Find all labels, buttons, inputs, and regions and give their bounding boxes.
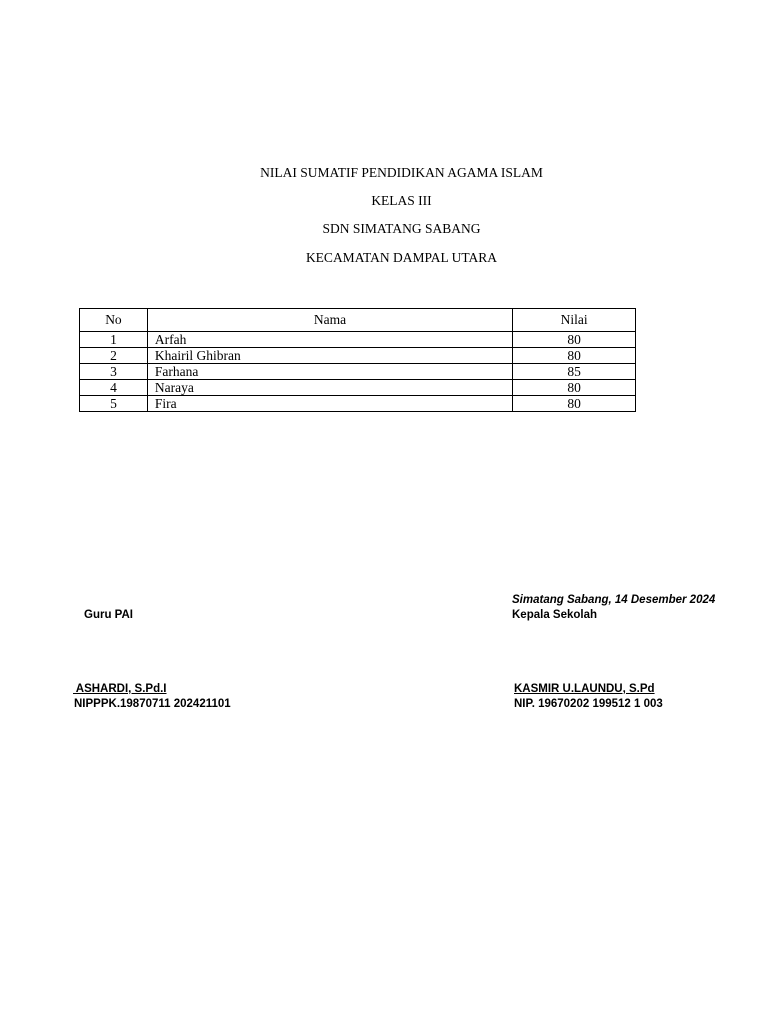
document-title: NILAI SUMATIF PENDIDIKAN AGAMA ISLAM: [260, 165, 543, 180]
table-row: [80, 380, 636, 396]
column-header-nama: Nama: [147, 309, 512, 332]
row-nilai: 85: [513, 364, 636, 380]
table-row: [80, 348, 636, 364]
school-name: SDN SIMATANG SABANG: [322, 221, 481, 236]
row-nilai: 80: [513, 332, 636, 348]
row-no: 3: [80, 364, 148, 380]
row-nama: Khairil Ghibran: [147, 348, 512, 364]
table-row: [80, 396, 636, 412]
row-nama: Naraya: [147, 380, 512, 396]
row-no: 1: [80, 332, 148, 348]
teacher-id-number: NIPPPK.19870711 202421101: [74, 698, 231, 710]
table-row: [80, 332, 636, 348]
row-nama: Fira: [147, 396, 512, 412]
column-header-no: No: [80, 309, 148, 332]
column-header-nilai: Nilai: [513, 309, 636, 332]
teacher-role: Guru PAI: [84, 609, 133, 621]
place-date: Simatang Sabang, 14 Desember 2024: [512, 594, 716, 606]
row-nama: Farhana: [147, 364, 512, 380]
principal-id-number: NIP. 19670202 199512 1 003: [514, 698, 663, 710]
row-nama: Arfah: [147, 332, 512, 348]
row-no: 2: [80, 348, 148, 364]
class-label: KELAS III: [371, 193, 432, 208]
row-no: 5: [80, 396, 148, 412]
principal-role: Kepala Sekolah: [512, 609, 598, 621]
row-nilai: 80: [513, 396, 636, 412]
district-name: KECAMATAN DAMPAL UTARA: [305, 250, 498, 265]
teacher-name: ASHARDI, S.Pd.I: [73, 683, 167, 695]
table-row: [80, 364, 636, 380]
principal-name: KASMIR U.LAUNDU, S.Pd: [514, 683, 655, 695]
row-nilai: 80: [513, 380, 636, 396]
row-nilai: 80: [513, 348, 636, 364]
table-header-row: [80, 309, 636, 332]
grade-table: [79, 308, 636, 412]
row-no: 4: [80, 380, 148, 396]
